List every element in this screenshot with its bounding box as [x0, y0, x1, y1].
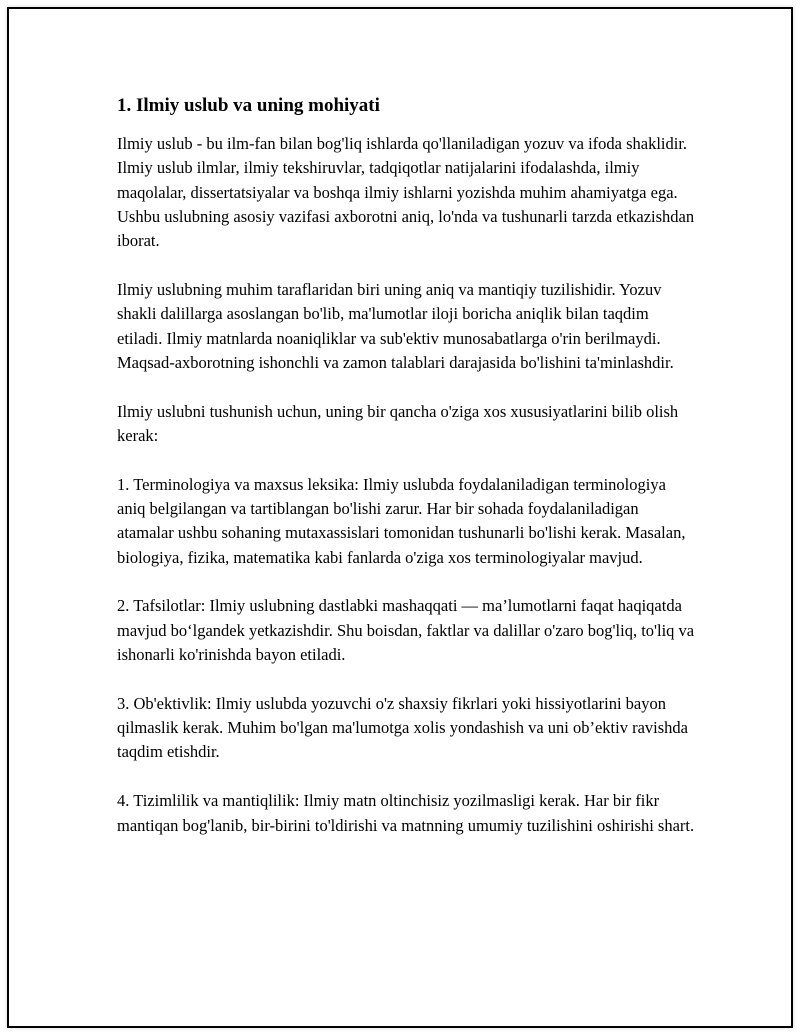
document-body — [117, 94, 697, 862]
section-title: 1. Ilmiy uslub va uning mohiyati — [117, 95, 380, 116]
paragraph-systematic: 4. Tizimlilik va mantiqlilik: Ilmiy matn oltinchisiz yozilmasligi kerak. Har bir fikr mantiqan bog'lanib, bir-birini to'ldirishi va matnning umumiy tuzilishini oshirishi shart. — [117, 791, 695, 835]
paragraph-terminology: 1. Terminologiya va maxsus leksika: Ilmiy uslubda foydalaniladigan terminologiya aniq belgilangan va tartiblangan bo'lishi zarur. Har bir sohada foydalaniladigan atamalar ushbu sohaning mutaxassislari tomonidan tushunarli bo'lishi kerak. Masalan, biologiya, fizika, matematika kabi fanlarda o'ziga xos terminologiyalar mavjud. — [117, 474, 686, 567]
paragraph-details: 2. Tafsilotlar: Ilmiy uslubning dastlabki mashaqqati — ma’lumotlarni faqat haqiqatda mavjud bo‘lgandek yetkazishdir. Shu boisdan, faktlar va dalillar o'zaro bog'liq, to'liq va ishonarli ko'rinishda bayon etiladi. — [117, 596, 695, 665]
paragraph-features-intro: Ilmiy uslubni tushunish uchun, uning bir qancha o'ziga xos xususiyatlarini bilib olish kerak: — [117, 401, 679, 445]
paragraph-objectivity: 3. Ob'ektivlik: Ilmiy uslubda yozuvchi o'z shaxsiy fikrlari yoki hissiyotlarini bayon qilmaslik kerak. Muhim bo'lgan ma'lumotga xolis yondashish va uni ob’ektiv ravishda taqdim etishdir. — [117, 693, 688, 762]
paragraph-intro: Ilmiy uslub - bu ilm-fan bilan bog'liq ishlarda qo'llaniladigan yozuv va ifoda shaklidir. Ilmiy uslub ilmlar, ilmiy tekshiruvlar, tadqiqotlar natijalarini ifodalashda, ilmiy maqolalar, dissertatsiyalar va boshqa ilmiy ishlarni yozishda muhim ahamiyatga ega. Ushbu uslubning asosiy vazifasi axborotni aniq, lo'nda va tushunarli tarzda etkazishdan iborat. — [117, 134, 695, 251]
paragraph-structure: Ilmiy uslubning muhim taraflaridan biri uning aniq va mantiqiy tuzilishidir. Yozuv shakli dalillarga asoslangan bo'lib, ma'lumotlar iloji boricha aniqlik bilan taqdim etiladi. Ilmiy matnlarda noaniqliklar va sub'ektiv munosabatlarga o'rin berilmaydi. Maqsad-axborotning ishonchli va zamon talablari darajasida bo'lishini ta'minlashdir. — [117, 279, 674, 372]
